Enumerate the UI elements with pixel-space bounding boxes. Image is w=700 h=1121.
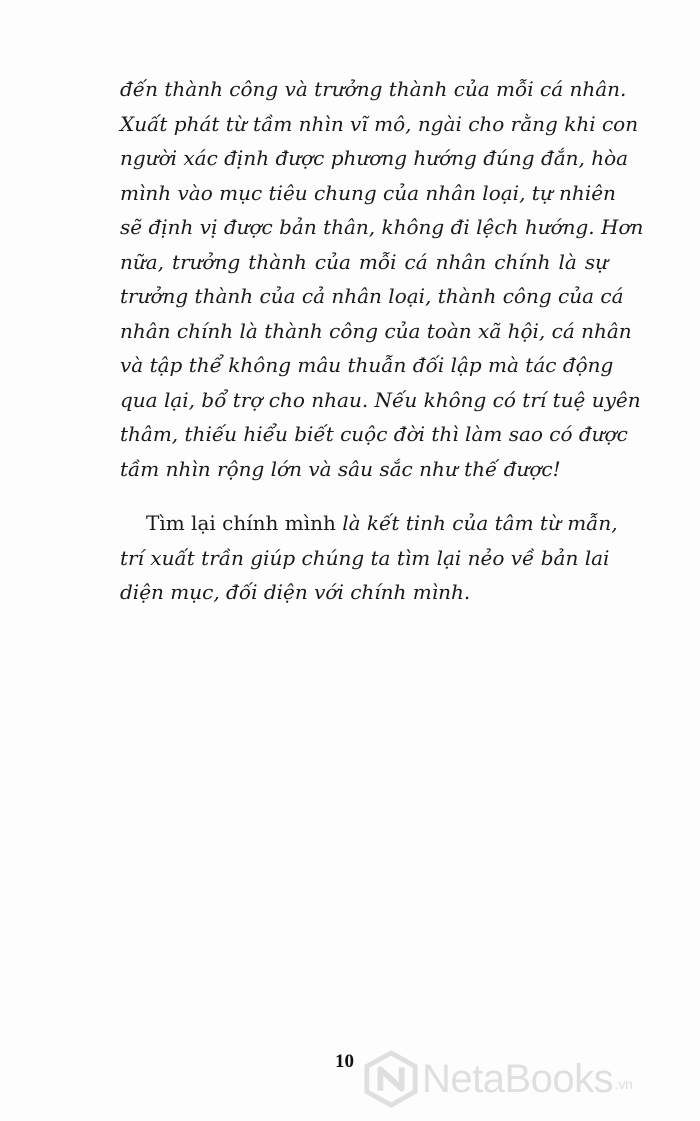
text-fragment: là kết tinh của tâm từ mẫn, [335, 511, 618, 535]
page-number: 10 [335, 1051, 354, 1072]
text-line: đến thành công và trưởng thành của mỗi cá nhân. [120, 77, 627, 101]
text-line: diện mục, đối diện với chính mình. [120, 580, 471, 604]
text-line: mình vào mục tiêu chung của nhân loại, tự nhiên [120, 180, 616, 205]
watermark [362, 1048, 632, 1110]
watermark-brand: NetaBooks [422, 1056, 614, 1101]
watermark-suffix: .vn [615, 1076, 633, 1092]
body-text [120, 72, 644, 610]
text-line: Xuất phát từ tầm nhìn vĩ mô, ngài cho rằng khi con [120, 111, 639, 136]
text-line: nhân chính là thành công của toàn xã hội, cá nhân [120, 318, 632, 343]
text-line: tầm nhìn rộng lớn và sâu sắc như thế được! [120, 456, 561, 481]
text-line: thâm, thiếu hiểu biết cuộc đời thì làm sao có được [120, 422, 628, 446]
text-line: nữa, trưởng thành của mỗi cá nhân chính là sự [120, 249, 608, 274]
book-title: Tìm lại chính mình [146, 511, 336, 535]
text-line [120, 506, 618, 541]
text-line: trí xuất trần giúp chúng ta tìm lại nẻo về bản lai [120, 545, 610, 570]
text-line: người xác định được phương hướng đúng đắn, hòa [120, 146, 629, 170]
text-line: trưởng thành của cả nhân loại, thành công của cá [120, 284, 624, 308]
netabooks-logo-icon [362, 1050, 420, 1108]
text-line: qua lại, bổ trợ cho nhau. Nếu không có trí tuệ uyên [120, 387, 641, 412]
paragraph-2 [120, 506, 618, 610]
text-line: và tập thể không mâu thuẫn đối lập mà tác động [120, 353, 614, 377]
text-line: sẽ định vị được bản thân, không đi lệch hướng. Hơn [120, 215, 644, 239]
paragraph-1 [120, 72, 644, 486]
